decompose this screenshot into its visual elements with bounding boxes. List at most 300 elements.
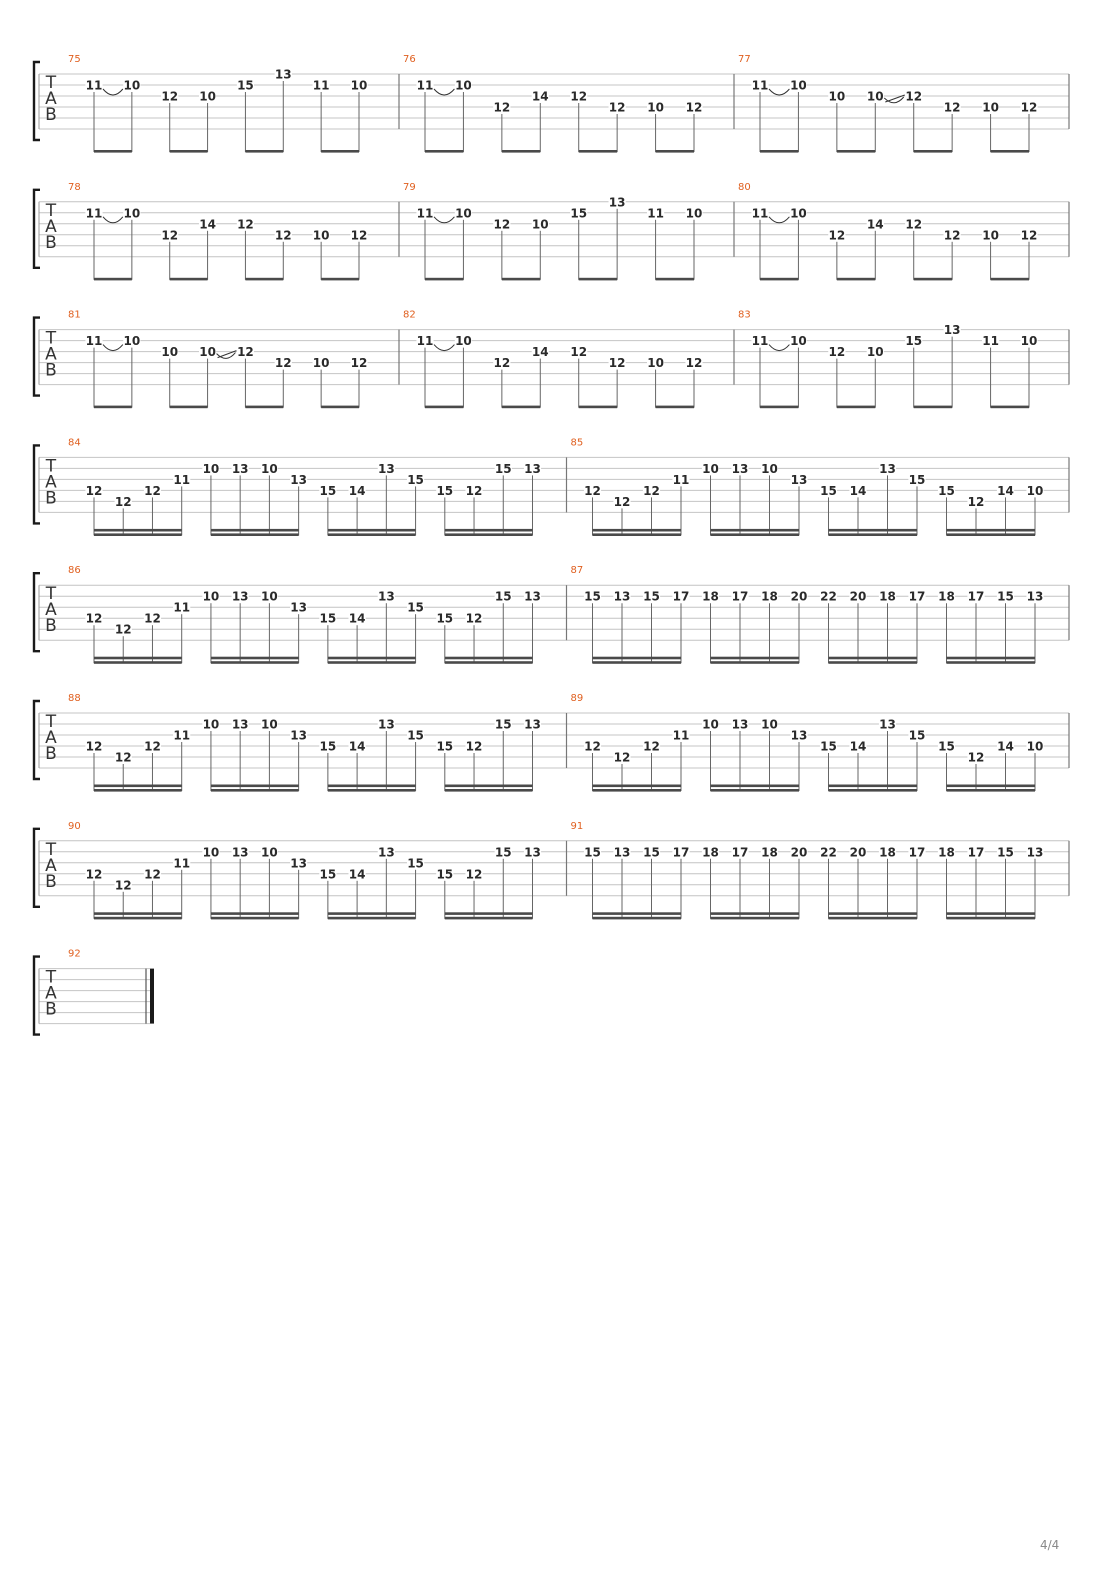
tab-clef-letter: A — [45, 344, 57, 365]
beam — [656, 150, 694, 153]
beam — [328, 529, 416, 532]
fret-number: 10 — [350, 78, 368, 93]
beam — [711, 661, 800, 664]
fret-number: 12 — [85, 611, 103, 626]
fret-number: 15 — [407, 728, 424, 743]
fret-number: 14 — [348, 483, 366, 498]
fret-number: 12 — [85, 867, 103, 882]
measure — [571, 437, 1070, 536]
fret-number: 10 — [790, 206, 807, 221]
fret-number: 10 — [202, 717, 220, 732]
beam — [593, 661, 682, 664]
beam — [947, 912, 1036, 915]
beam — [328, 912, 416, 915]
fret-number: 15 — [407, 472, 424, 487]
beam — [579, 406, 617, 409]
tab-clef-letter: A — [45, 216, 57, 237]
measure — [68, 821, 567, 920]
fret-number: 12 — [967, 494, 985, 509]
beam — [211, 785, 299, 788]
fret-number: 10 — [531, 217, 549, 232]
beam — [94, 278, 132, 281]
slur-mark — [103, 217, 123, 223]
fret-number: 15 — [407, 856, 424, 871]
fret-number: 10 — [123, 78, 141, 93]
tab-clef-letter: T — [45, 456, 57, 477]
fret-number: 13 — [613, 589, 631, 604]
fret-number: 20 — [849, 589, 867, 604]
beam — [445, 785, 533, 788]
fret-number: 13 — [524, 717, 541, 732]
beam — [211, 533, 299, 536]
beam — [321, 278, 359, 281]
measure-number: 83 — [738, 309, 751, 321]
beam — [991, 150, 1029, 153]
beam — [445, 661, 533, 664]
beam — [947, 533, 1036, 536]
measure — [738, 310, 1069, 409]
beam — [445, 912, 533, 915]
fret-number: 18 — [761, 845, 778, 860]
fret-number: 15 — [319, 739, 337, 754]
fret-number: 10 — [761, 717, 778, 732]
fret-number: 12 — [584, 739, 601, 754]
fret-number: 12 — [237, 345, 254, 360]
beam — [593, 917, 682, 920]
fret-number: 10 — [261, 461, 278, 476]
beam — [211, 912, 299, 915]
fret-number: 15 — [584, 589, 601, 604]
fret-number: 11 — [173, 600, 191, 615]
fret-number: 10 — [647, 100, 664, 115]
fret-number: 10 — [702, 717, 719, 732]
fret-number: 10 — [312, 228, 330, 243]
beam — [593, 912, 682, 915]
fret-number: 13 — [377, 589, 395, 604]
fret-number: 12 — [905, 217, 923, 232]
beam — [94, 657, 182, 660]
fret-number: 11 — [416, 334, 434, 349]
beam — [425, 150, 463, 153]
fret-number: 11 — [85, 334, 103, 349]
fret-number: 12 — [608, 356, 626, 371]
beam — [328, 917, 416, 920]
fret-number: 10 — [790, 334, 807, 349]
beam — [593, 533, 682, 536]
fret-number: 12 — [493, 356, 511, 371]
fret-number: 15 — [319, 483, 337, 498]
fret-number: 14 — [348, 867, 366, 882]
fret-number: 12 — [144, 867, 161, 882]
beam — [829, 785, 918, 788]
fret-number: 17 — [967, 589, 985, 604]
measure-number: 80 — [738, 181, 751, 193]
beam — [829, 657, 918, 660]
measure-number: 91 — [570, 820, 584, 832]
beam — [593, 785, 682, 788]
fret-number: 17 — [731, 845, 749, 860]
measure-number: 78 — [68, 181, 81, 193]
fret-number: 15 — [494, 717, 512, 732]
fret-number: 14 — [866, 217, 884, 232]
fret-number: 20 — [849, 845, 867, 860]
beam — [711, 529, 800, 532]
measure-number: 79 — [403, 181, 416, 193]
fret-number: 15 — [820, 483, 837, 498]
beam — [656, 406, 694, 409]
beam — [425, 406, 463, 409]
tab-system — [34, 437, 1069, 536]
fret-number: 11 — [173, 856, 191, 871]
beam — [211, 529, 299, 532]
fret-number: 13 — [290, 728, 307, 743]
slur-mark — [434, 89, 454, 95]
fret-number: 13 — [790, 728, 808, 743]
beam — [711, 785, 800, 788]
tab-clef-letter: B — [45, 360, 57, 381]
fret-number: 14 — [849, 739, 867, 754]
fret-number: 11 — [173, 728, 191, 743]
fret-number: 12 — [237, 217, 254, 232]
slur-mark — [103, 89, 123, 95]
beam — [502, 406, 540, 409]
fret-number: 13 — [613, 845, 631, 860]
beam — [245, 406, 283, 409]
fret-number: 12 — [570, 89, 588, 104]
tab-clef-letter: T — [45, 73, 57, 93]
tab-clef-letter: A — [45, 855, 57, 876]
tab-system — [34, 821, 1069, 920]
fret-number: 13 — [879, 717, 896, 732]
fret-number: 10 — [455, 206, 472, 221]
tab-clef-letter: T — [45, 712, 57, 732]
fret-number: 15 — [319, 611, 337, 626]
fret-number: 13 — [790, 472, 808, 487]
beam — [947, 789, 1036, 792]
beam — [711, 657, 800, 660]
fret-number: 15 — [436, 611, 454, 626]
beam — [94, 661, 182, 664]
measure — [68, 565, 567, 664]
fret-number: 12 — [967, 750, 985, 765]
fret-number: 18 — [879, 589, 896, 604]
fret-number: 12 — [274, 356, 292, 371]
fret-number: 11 — [672, 472, 690, 487]
slur-mark — [769, 345, 789, 351]
tab-clef-letter: B — [45, 616, 57, 637]
beam — [170, 278, 208, 281]
tab-clef-letter: A — [45, 728, 57, 748]
beam — [425, 278, 463, 281]
fret-number: 12 — [943, 228, 961, 243]
tab-system — [34, 565, 1069, 664]
beam — [711, 789, 800, 792]
beam — [328, 657, 416, 660]
tab-clef-letter: A — [45, 89, 57, 109]
fret-number: 14 — [531, 345, 549, 360]
beam — [914, 150, 952, 153]
measure — [68, 437, 567, 536]
fret-number: 18 — [702, 845, 719, 860]
tab-clef-letter: T — [45, 839, 57, 860]
fret-number: 17 — [672, 845, 690, 860]
beam — [711, 917, 800, 920]
beam — [947, 657, 1036, 660]
fret-number: 14 — [997, 739, 1014, 754]
measure — [68, 54, 399, 153]
fret-number: 12 — [350, 356, 368, 371]
measure — [68, 693, 567, 792]
fret-number: 12 — [685, 100, 703, 115]
fret-number: 17 — [908, 589, 926, 604]
fret-number: 12 — [643, 739, 660, 754]
tab-clef-letter: B — [45, 105, 57, 125]
beam — [947, 917, 1036, 920]
beam — [321, 406, 359, 409]
fret-number: 15 — [997, 845, 1014, 860]
fret-number: 13 — [1026, 845, 1044, 860]
fret-number: 10 — [123, 334, 141, 349]
fret-number: 11 — [751, 78, 769, 93]
fret-number: 12 — [161, 228, 179, 243]
tab-clef-letter: B — [45, 999, 57, 1020]
fret-number: 13 — [231, 589, 249, 604]
tab-system — [34, 310, 1069, 409]
fret-number: 12 — [85, 739, 103, 754]
fret-number: 12 — [613, 750, 631, 765]
beam — [760, 278, 798, 281]
fret-number: 13 — [377, 461, 395, 476]
beam — [829, 533, 918, 536]
beam — [328, 785, 416, 788]
measure-number: 87 — [570, 565, 584, 577]
tab-system — [34, 949, 154, 1035]
fret-number: 10 — [202, 845, 220, 860]
beam — [445, 533, 533, 536]
fret-number: 11 — [173, 472, 191, 487]
fret-number: 13 — [608, 195, 626, 210]
fret-number: 10 — [866, 89, 884, 104]
fret-number: 15 — [436, 483, 454, 498]
fret-number: 13 — [231, 845, 249, 860]
slide-arc — [217, 353, 236, 359]
fret-number: 10 — [647, 356, 664, 371]
fret-number: 17 — [672, 589, 690, 604]
fret-number: 13 — [290, 856, 307, 871]
fret-number: 13 — [290, 600, 307, 615]
fret-number: 12 — [493, 217, 511, 232]
fret-number: 13 — [231, 461, 249, 476]
fret-number: 12 — [114, 494, 132, 509]
fret-number: 12 — [943, 100, 961, 115]
beam — [593, 657, 682, 660]
beam — [170, 406, 208, 409]
fret-number: 11 — [751, 206, 769, 221]
beam — [328, 533, 416, 536]
fret-number: 14 — [997, 483, 1014, 498]
fret-number: 18 — [938, 589, 955, 604]
beam — [711, 912, 800, 915]
measure-number: 76 — [403, 54, 416, 65]
fret-number: 12 — [465, 739, 483, 754]
fret-number: 10 — [1020, 334, 1038, 349]
fret-number: 10 — [161, 345, 179, 360]
fret-number: 10 — [261, 845, 278, 860]
beam — [829, 917, 918, 920]
tab-clef-letter: T — [45, 200, 57, 221]
beam — [94, 406, 132, 409]
beam — [321, 150, 359, 153]
measure-number: 75 — [68, 54, 81, 65]
beam — [579, 278, 617, 281]
fret-number: 11 — [416, 206, 434, 221]
fret-number: 10 — [982, 100, 999, 115]
beam — [94, 150, 132, 153]
beam — [211, 789, 299, 792]
tab-clef-letter: B — [45, 871, 57, 892]
beam — [170, 150, 208, 153]
fret-number: 12 — [114, 878, 132, 893]
beam — [947, 785, 1036, 788]
tab-clef-letter: A — [45, 983, 57, 1004]
beam — [245, 150, 283, 153]
fret-number: 14 — [199, 217, 216, 232]
fret-number: 15 — [938, 739, 955, 754]
measure-number: 85 — [570, 437, 584, 449]
beam — [445, 657, 533, 660]
beam — [711, 533, 800, 536]
measure-number: 89 — [570, 693, 584, 704]
fret-number: 10 — [312, 356, 330, 371]
measure — [68, 182, 399, 281]
beam — [837, 278, 875, 281]
fret-number: 10 — [455, 78, 472, 93]
fret-number: 12 — [685, 356, 703, 371]
fret-number: 10 — [455, 334, 472, 349]
fret-number: 20 — [790, 845, 808, 860]
measure-number: 82 — [403, 309, 416, 321]
fret-number: 13 — [1026, 589, 1044, 604]
fret-number: 11 — [312, 78, 330, 93]
fret-number: 13 — [377, 717, 395, 732]
fret-number: 15 — [584, 845, 601, 860]
measure — [403, 310, 734, 409]
fret-number: 13 — [377, 845, 395, 860]
measure — [403, 54, 734, 153]
page-number: 4/4 — [1040, 1538, 1060, 1552]
fret-number: 13 — [524, 589, 541, 604]
fret-number: 11 — [647, 206, 664, 221]
fret-number: 13 — [231, 717, 249, 732]
fret-number: 12 — [608, 100, 626, 115]
tab-clef-letter: T — [45, 584, 57, 605]
fret-number: 10 — [982, 228, 999, 243]
fret-number: 14 — [348, 739, 366, 754]
tab-clef-letter: B — [45, 744, 57, 764]
measure-number: 90 — [68, 820, 81, 832]
measure — [571, 821, 1070, 920]
beam — [94, 533, 182, 536]
beam — [502, 278, 540, 281]
fret-number: 12 — [274, 228, 292, 243]
fret-number: 13 — [731, 461, 749, 476]
fret-number: 17 — [967, 845, 985, 860]
fret-number: 10 — [828, 89, 846, 104]
beam — [593, 789, 682, 792]
measure — [571, 693, 1070, 792]
fret-number: 12 — [350, 228, 368, 243]
slur-mark — [103, 345, 123, 351]
fret-number: 15 — [908, 472, 926, 487]
fret-number: 18 — [761, 589, 778, 604]
fret-number: 15 — [494, 845, 512, 860]
fret-number: 17 — [731, 589, 749, 604]
measure-number: 81 — [68, 309, 81, 321]
fret-number: 13 — [879, 461, 896, 476]
measure-number: 86 — [68, 565, 81, 577]
beam — [914, 278, 952, 281]
fret-number: 12 — [570, 345, 588, 360]
beam — [445, 529, 533, 532]
fret-number: 10 — [702, 461, 719, 476]
fret-number: 10 — [199, 89, 216, 104]
measure-number: 88 — [68, 693, 81, 704]
fret-number: 12 — [613, 494, 631, 509]
beam — [837, 406, 875, 409]
beam — [502, 150, 540, 153]
measure-number: 92 — [68, 948, 81, 960]
fret-number: 10 — [1026, 739, 1044, 754]
tab-clef-letter: A — [45, 600, 57, 621]
fret-number: 10 — [761, 461, 778, 476]
fret-number: 14 — [348, 611, 366, 626]
tab-clef-letter: T — [45, 328, 57, 349]
beam — [445, 789, 533, 792]
fret-number: 10 — [261, 589, 278, 604]
beam — [328, 661, 416, 664]
beam — [579, 150, 617, 153]
beam — [829, 529, 918, 532]
beam — [94, 785, 182, 788]
fret-number: 15 — [908, 728, 926, 743]
fret-number: 22 — [820, 845, 837, 860]
fret-number: 12 — [643, 483, 660, 498]
tab-clef-letter: B — [45, 488, 57, 509]
fret-number: 15 — [436, 739, 454, 754]
fret-number: 15 — [237, 78, 254, 93]
fret-number: 11 — [85, 78, 103, 93]
tab-clef-letter: A — [45, 472, 57, 493]
fret-number: 11 — [751, 334, 769, 349]
fret-number: 15 — [494, 589, 512, 604]
measure — [571, 565, 1070, 664]
beam — [947, 661, 1036, 664]
beam — [94, 529, 182, 532]
slur-mark — [769, 217, 789, 223]
fret-number: 12 — [465, 867, 483, 882]
measure-number: 77 — [738, 54, 751, 65]
tab-system — [34, 182, 1069, 281]
beam — [837, 150, 875, 153]
beam — [760, 150, 798, 153]
measure — [738, 54, 1069, 153]
slide-arc — [884, 97, 903, 103]
beam — [829, 661, 918, 664]
fret-number: 12 — [114, 750, 132, 765]
fret-number: 13 — [943, 323, 961, 338]
fret-number: 12 — [584, 483, 601, 498]
fret-number: 15 — [319, 867, 337, 882]
